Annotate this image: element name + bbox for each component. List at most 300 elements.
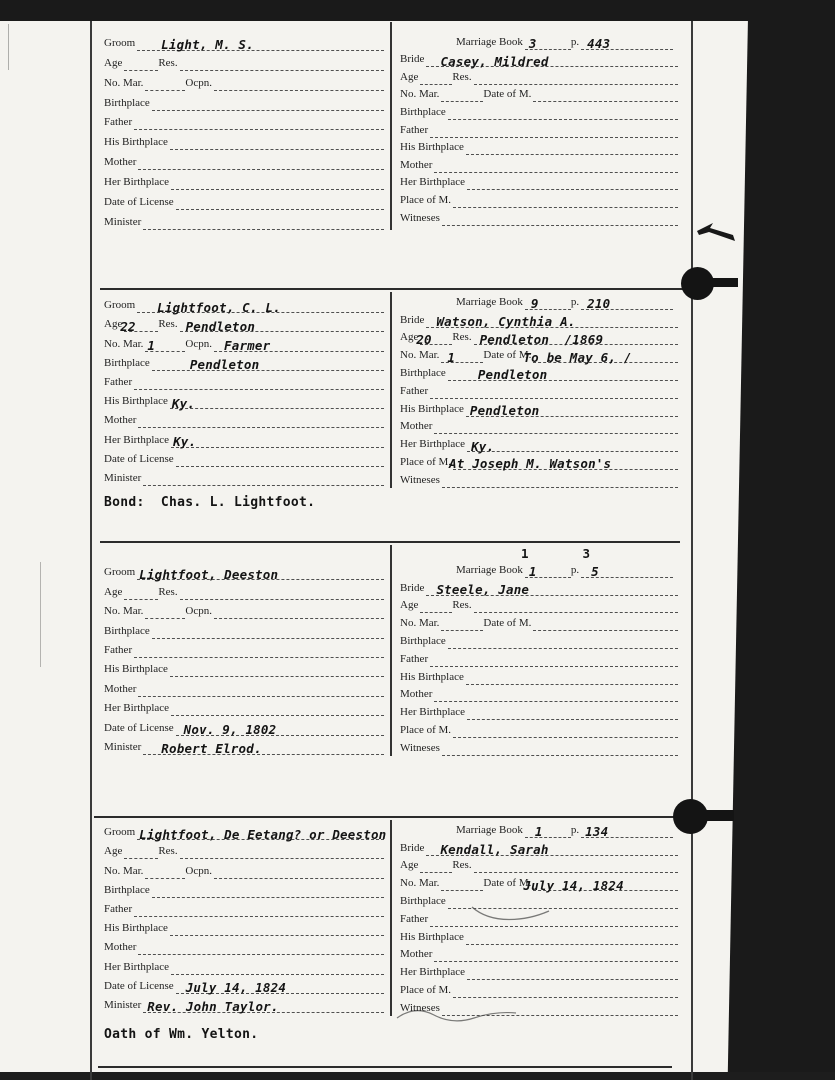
place-of-m-row xyxy=(400,190,678,208)
bride-his-birthplace-value: Pendleton xyxy=(469,403,540,419)
place-of-m-label: Place of M. xyxy=(400,455,452,468)
dotted-line xyxy=(138,156,384,170)
dotted-line xyxy=(426,582,678,596)
mother-label: Mother xyxy=(104,682,137,695)
bride-label: Bride xyxy=(400,841,425,854)
dotted-line xyxy=(448,895,678,909)
dotted-line xyxy=(180,318,384,332)
minister-row xyxy=(104,467,384,486)
groom-age-value: 22 xyxy=(120,318,136,334)
birthplace-label: Birthplace xyxy=(104,883,150,896)
dotted-line xyxy=(441,349,483,363)
dotted-line xyxy=(441,88,483,102)
page-label: p. xyxy=(570,823,580,836)
date-of-m-label: Date of M. xyxy=(483,877,532,890)
dotted-line xyxy=(143,216,384,230)
father-label: Father xyxy=(104,643,133,656)
page-number-value: 210 xyxy=(587,296,611,312)
witnesses-row xyxy=(400,208,678,226)
dotted-line xyxy=(176,196,384,210)
dotted-line xyxy=(143,472,384,486)
mother-label: Mother xyxy=(104,156,137,169)
dotted-line xyxy=(214,605,384,619)
res-label: Res. xyxy=(452,70,472,83)
groom-name-value: Lightfoot, C. L. xyxy=(157,299,281,315)
bride-no-mar-value: 1 xyxy=(447,349,456,365)
dotted-line xyxy=(467,966,678,980)
groom-res-value: Pendleton xyxy=(185,318,256,334)
no-mar-label: No. Mar. xyxy=(104,605,144,618)
dotted-line xyxy=(143,999,384,1013)
marriage-book-row xyxy=(400,292,678,310)
dotted-line xyxy=(420,71,452,85)
bride-label: Bride xyxy=(400,53,425,66)
date-of-m-label: Date of M. xyxy=(483,88,532,101)
birthplace-label: Birthplace xyxy=(400,894,446,907)
res-label: Res. xyxy=(158,845,178,858)
dotted-line xyxy=(442,742,678,756)
no-mar-ocpn-row xyxy=(104,859,384,878)
date-of-license-value: July 14, 1824 xyxy=(185,980,287,996)
mother-label: Mother xyxy=(400,158,433,171)
groom-name-value: Light, M. S. xyxy=(161,37,254,53)
age-res-row xyxy=(104,840,384,859)
marriage-book-label: Marriage Book xyxy=(456,563,523,576)
page-label: p. xyxy=(570,295,580,308)
dotted-line xyxy=(426,53,678,67)
age-label: Age xyxy=(400,331,419,344)
no-mar-label: No. Mar. xyxy=(104,337,144,350)
age-res-row xyxy=(104,580,384,599)
age-label: Age xyxy=(104,585,123,598)
page-label: p. xyxy=(570,563,580,576)
place-of-m-row xyxy=(400,980,678,998)
her-birthplace-label: Her Birthplace xyxy=(104,960,170,973)
card-divider-line xyxy=(94,816,692,818)
his-birthplace-row xyxy=(104,390,384,409)
dotted-line xyxy=(124,845,158,859)
place-of-m-row xyxy=(400,452,678,470)
father-label: Father xyxy=(104,116,133,129)
marriage-record-card xyxy=(92,292,692,538)
dotted-line xyxy=(430,124,678,138)
minister-value: Robert Elrod. xyxy=(161,741,262,757)
dotted-line xyxy=(170,663,384,677)
bride-name-value: Steele, Jane xyxy=(436,582,530,598)
birthplace-label: Birthplace xyxy=(400,366,446,379)
dotted-line xyxy=(134,116,384,130)
dotted-line xyxy=(523,877,678,893)
father-row xyxy=(104,111,384,131)
dotted-line xyxy=(442,474,678,488)
record-columns xyxy=(92,22,692,230)
marriage-book-row xyxy=(400,560,678,578)
scan-border-right xyxy=(722,18,835,1080)
no-mar-ocpn-row xyxy=(104,332,384,354)
dotted-line xyxy=(533,88,678,102)
dotted-line xyxy=(420,599,452,613)
his-birthplace-label: His Birthplace xyxy=(104,663,168,676)
no-mar-label: No. Mar. xyxy=(400,617,440,630)
groom-column xyxy=(92,820,390,1016)
res-label: Res. xyxy=(158,585,178,598)
father-row xyxy=(400,909,678,927)
res-label: Res. xyxy=(452,331,472,344)
dotted-line xyxy=(176,722,384,736)
date-of-license-row xyxy=(104,716,384,738)
groom-his-birthplace-value: Ky. xyxy=(171,395,196,411)
scan-border-bottom xyxy=(0,1072,835,1080)
her-birthplace-label: Her Birthplace xyxy=(400,438,466,451)
mother-label: Mother xyxy=(104,941,137,954)
age-label: Age xyxy=(400,599,419,612)
dotted-line xyxy=(145,605,185,619)
dotted-line xyxy=(170,922,384,936)
father-label: Father xyxy=(104,902,133,915)
age-label: Age xyxy=(104,56,123,69)
witnesses-label: Witneses xyxy=(400,1001,440,1014)
minister-label: Minister xyxy=(104,471,142,484)
res-label: Res. xyxy=(452,859,472,872)
bond-note: Bond: Chas. L. Lightfoot. xyxy=(104,494,316,510)
date-of-m-label: Date of M. xyxy=(483,617,532,630)
dotted-line xyxy=(176,453,384,467)
mother-row xyxy=(400,685,678,703)
bride-row xyxy=(400,310,678,328)
bride-name-value: Casey, Mildred xyxy=(440,53,549,69)
dotted-line xyxy=(581,564,673,578)
groom-name-value: Lightfoot, De Eetang? or Deeston xyxy=(139,826,387,842)
dotted-line xyxy=(137,37,384,51)
dotted-line xyxy=(171,961,384,975)
scan-border-top xyxy=(0,0,835,21)
marriage-book-label: Marriage Book xyxy=(456,823,523,836)
dotted-line xyxy=(420,859,452,873)
date-of-license-row xyxy=(104,975,384,994)
ocpn-label: Ocpn. xyxy=(185,605,212,618)
dotted-line xyxy=(453,194,678,208)
page-superscript-value: 3 xyxy=(582,545,591,561)
date-of-license-label: Date of License xyxy=(104,452,174,465)
dotted-line xyxy=(467,438,678,452)
bride-column xyxy=(390,292,692,488)
her-birthplace-label: Her Birthplace xyxy=(104,433,170,446)
age-res-row xyxy=(104,51,384,71)
bride-name-value: Kendall, Sarah xyxy=(440,842,549,858)
marriage-record-card xyxy=(92,22,692,285)
age-label: Age xyxy=(104,318,123,331)
book-superscript-value: 1 xyxy=(521,545,529,561)
page-label: p. xyxy=(570,35,580,48)
no-mar-date-row xyxy=(400,613,678,631)
no-mar-label: No. Mar. xyxy=(400,877,440,890)
marriage-record-card xyxy=(92,820,692,1064)
witnesses-row xyxy=(400,738,678,756)
age-res-row xyxy=(400,856,678,874)
dotted-line xyxy=(430,913,678,927)
record-columns xyxy=(92,292,692,488)
bride-name-value: Watson, Cynthia A. xyxy=(436,314,576,330)
his-birthplace-label: His Birthplace xyxy=(400,930,464,943)
ocpn-label: Ocpn. xyxy=(185,337,212,350)
birthplace-label: Birthplace xyxy=(400,634,446,647)
place-of-m-label: Place of M. xyxy=(400,193,452,206)
dotted-line xyxy=(180,57,384,71)
book-number-value: 9 xyxy=(530,296,539,312)
father-label: Father xyxy=(400,652,429,665)
mother-row xyxy=(400,945,678,963)
mother-label: Mother xyxy=(104,414,137,427)
bride-her-birthplace-value: Ky. xyxy=(471,438,495,454)
oath-note: Oath of Wm. Yelton. xyxy=(104,1026,259,1042)
groom-column xyxy=(92,545,390,756)
dotted-line xyxy=(448,635,678,649)
bride-label: Bride xyxy=(400,313,425,326)
groom-row xyxy=(104,561,384,580)
scan-scratch-artifact xyxy=(40,562,41,667)
bride-column xyxy=(390,820,692,1016)
dotted-line xyxy=(523,349,678,365)
dotted-line xyxy=(145,77,185,91)
book-number-value: 3 xyxy=(528,36,537,52)
card-divider-line xyxy=(100,541,680,543)
record-columns xyxy=(92,545,692,756)
dotted-line xyxy=(426,842,678,856)
father-row xyxy=(104,639,384,658)
dotted-line xyxy=(152,884,384,898)
bride-column xyxy=(390,22,692,230)
her-birthplace-row xyxy=(400,702,678,720)
marriage-book-row xyxy=(400,32,678,50)
dotted-line xyxy=(138,941,384,955)
her-birthplace-row xyxy=(400,173,678,191)
dotted-line xyxy=(134,376,384,390)
dotted-line xyxy=(214,865,384,879)
minister-label: Minister xyxy=(104,998,142,1011)
dotted-line xyxy=(214,77,384,91)
father-row xyxy=(400,649,678,667)
dotted-line xyxy=(214,338,384,352)
bride-label: Bride xyxy=(400,581,425,594)
card-divider-line xyxy=(98,1066,672,1068)
birthplace-label: Birthplace xyxy=(400,105,446,118)
dotted-line xyxy=(453,984,678,998)
dotted-line xyxy=(137,566,384,580)
dotted-line xyxy=(171,434,384,448)
mother-row xyxy=(104,150,384,170)
groom-row xyxy=(104,31,384,51)
bride-row xyxy=(400,578,678,596)
mother-row xyxy=(104,409,384,428)
dotted-line xyxy=(581,824,673,838)
her-birthplace-label: Her Birthplace xyxy=(400,706,466,719)
dotted-line xyxy=(474,599,678,613)
dotted-line xyxy=(474,331,678,345)
his-birthplace-row xyxy=(400,138,678,156)
age-res-row xyxy=(400,67,678,85)
mother-row xyxy=(104,936,384,955)
her-birthplace-label: Her Birthplace xyxy=(104,702,170,715)
her-birthplace-row xyxy=(104,955,384,974)
groom-no-mar-value: 1 xyxy=(147,338,156,354)
groom-label: Groom xyxy=(104,36,136,49)
dotted-line xyxy=(152,357,384,371)
dotted-line xyxy=(152,625,384,639)
birthplace-label: Birthplace xyxy=(104,624,150,637)
bride-birthplace-value: Pendleton xyxy=(477,367,548,383)
dotted-line xyxy=(176,980,384,994)
place-of-m-value: At Joseph M. Watson's xyxy=(449,456,612,472)
dotted-line xyxy=(145,865,185,879)
mother-row xyxy=(104,677,384,696)
father-label: Father xyxy=(400,123,429,136)
his-birthplace-row xyxy=(400,927,678,945)
dotted-line xyxy=(525,296,571,310)
dotted-line xyxy=(170,136,384,150)
dotted-line xyxy=(453,724,678,738)
birthplace-label: Birthplace xyxy=(104,96,150,109)
minister-row xyxy=(104,994,384,1013)
dotted-line xyxy=(145,338,185,352)
dotted-line xyxy=(180,845,384,859)
dotted-line xyxy=(434,688,678,702)
marriage-book-label: Marriage Book xyxy=(456,295,523,308)
no-mar-date-row xyxy=(400,85,678,103)
bride-column xyxy=(390,545,692,756)
father-row xyxy=(400,381,678,399)
no-mar-date-row xyxy=(400,873,678,891)
dotted-line xyxy=(426,314,678,328)
page-number-value: 5 xyxy=(591,564,599,580)
ink-smudge-mark xyxy=(697,221,739,245)
his-birthplace-label: His Birthplace xyxy=(104,136,168,149)
witnesses-label: Witneses xyxy=(400,473,440,486)
age-res-row xyxy=(400,328,678,346)
father-label: Father xyxy=(104,375,133,388)
marriage-record-card xyxy=(92,545,692,813)
marriage-book-label: Marriage Book xyxy=(456,35,523,48)
birthplace-row xyxy=(104,879,384,898)
groom-label: Groom xyxy=(104,299,136,312)
her-birthplace-row xyxy=(104,697,384,716)
her-birthplace-label: Her Birthplace xyxy=(104,176,170,189)
birthplace-row xyxy=(400,631,678,649)
dotted-line xyxy=(171,702,384,716)
dotted-line xyxy=(581,296,673,310)
her-birthplace-row xyxy=(400,434,678,452)
his-birthplace-label: His Birthplace xyxy=(104,395,168,408)
dotted-line xyxy=(467,176,678,190)
minister-value: Rev. John Taylor. xyxy=(147,999,279,1015)
age-label: Age xyxy=(400,70,419,83)
no-mar-ocpn-row xyxy=(104,600,384,619)
dotted-line xyxy=(448,367,678,381)
dotted-line xyxy=(442,212,678,226)
date-of-license-label: Date of License xyxy=(104,979,174,992)
card-divider-line xyxy=(100,288,706,290)
mother-row xyxy=(400,155,678,173)
her-birthplace-label: Her Birthplace xyxy=(400,176,466,189)
groom-column xyxy=(92,292,390,488)
dotted-line xyxy=(474,859,678,873)
place-of-m-row xyxy=(400,720,678,738)
dotted-line xyxy=(137,826,387,842)
date-of-license-label: Date of License xyxy=(104,196,174,209)
book-page-superscript-row xyxy=(400,547,678,560)
dotted-line xyxy=(138,683,384,697)
dotted-line xyxy=(430,385,678,399)
ocpn-label: Ocpn. xyxy=(185,864,212,877)
dotted-line xyxy=(170,395,384,409)
age-label: Age xyxy=(400,859,419,872)
father-label: Father xyxy=(400,912,429,925)
date-of-m-value: July 14, 1824 xyxy=(523,877,624,893)
dotted-line xyxy=(449,456,678,472)
dotted-line xyxy=(466,403,678,417)
bride-row xyxy=(400,838,678,856)
dotted-line xyxy=(434,420,678,434)
groom-her-birthplace-value: Ky. xyxy=(173,434,197,449)
father-row xyxy=(400,120,678,138)
res-label: Res. xyxy=(452,599,472,612)
place-of-m-label: Place of M. xyxy=(400,983,452,996)
binder-post-bar xyxy=(702,810,734,821)
age-res-row xyxy=(104,313,384,332)
page-number-value: 443 xyxy=(587,36,611,52)
witnesses-row xyxy=(400,470,678,488)
mother-label: Mother xyxy=(400,688,433,701)
scan-edge-artifact xyxy=(8,24,9,70)
dotted-line xyxy=(120,318,158,334)
place-of-m-label: Place of M. xyxy=(400,723,452,736)
date-of-license-row xyxy=(104,190,384,210)
her-birthplace-row xyxy=(104,170,384,190)
dotted-line xyxy=(525,36,571,50)
groom-ocpn-value: Farmer xyxy=(224,338,271,354)
no-mar-ocpn-row xyxy=(104,71,384,91)
witnesses-row xyxy=(400,998,678,1016)
dotted-line xyxy=(124,57,158,71)
groom-birthplace-value: Pendleton xyxy=(189,357,260,373)
dotted-line xyxy=(171,176,384,190)
his-birthplace-row xyxy=(104,130,384,150)
bride-age-value: 20 xyxy=(416,331,432,347)
dotted-line xyxy=(138,414,384,428)
binder-post-bar xyxy=(708,278,738,287)
groom-name-value: Lightfoot, Deeston xyxy=(139,566,279,582)
dotted-line xyxy=(533,617,678,631)
birthplace-row xyxy=(104,619,384,638)
groom-column xyxy=(92,22,390,230)
minister-row xyxy=(104,210,384,230)
no-mar-label: No. Mar. xyxy=(104,76,144,89)
bride-row xyxy=(400,50,678,68)
his-birthplace-label: His Birthplace xyxy=(104,922,168,935)
dotted-line xyxy=(430,653,678,667)
minister-label: Minister xyxy=(104,215,142,228)
no-mar-label: No. Mar. xyxy=(104,864,144,877)
age-label: Age xyxy=(104,845,123,858)
father-row xyxy=(104,898,384,917)
dotted-line xyxy=(466,931,678,945)
his-birthplace-row xyxy=(104,658,384,677)
dotted-line xyxy=(441,617,483,631)
date-of-license-value: Nov. 9, 1802 xyxy=(183,722,277,738)
groom-label: Groom xyxy=(104,826,136,839)
father-label: Father xyxy=(400,384,429,397)
res-label: Res. xyxy=(158,318,178,331)
date-of-license-row xyxy=(104,448,384,467)
